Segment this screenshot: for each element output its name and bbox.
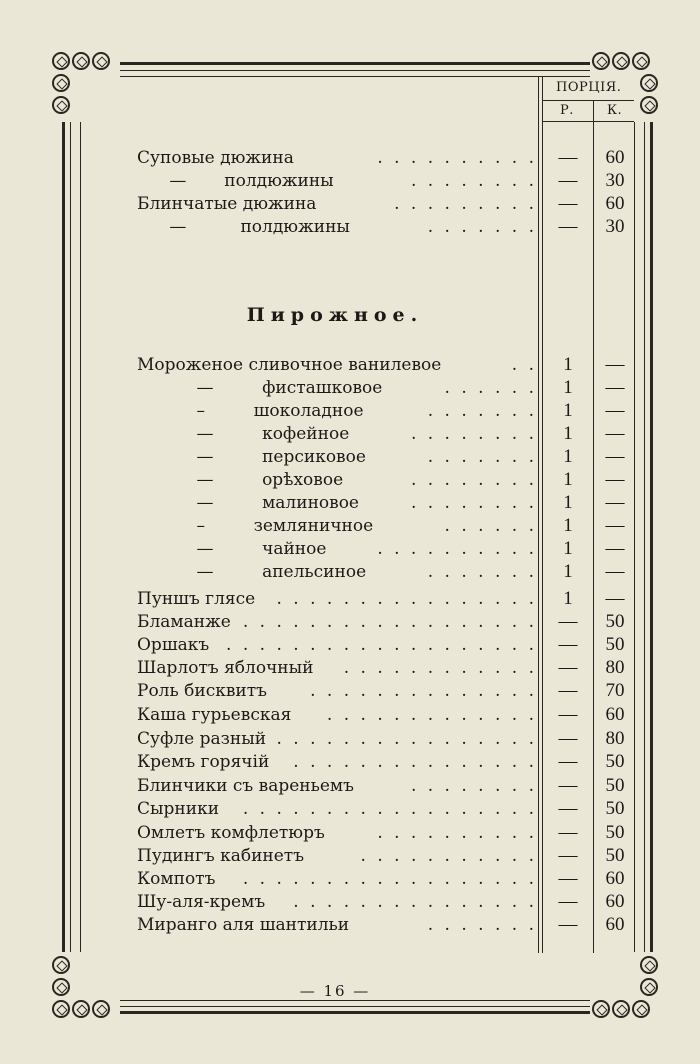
item-kop: — — [605, 446, 625, 467]
leader-dots: . . . . . . . — [427, 401, 537, 421]
list-item — [137, 561, 537, 583]
list-item — [137, 798, 537, 820]
item-kop: — — [605, 423, 625, 444]
item-rub: — — [558, 193, 578, 214]
list-item — [137, 377, 537, 399]
ornament-rosette-icon — [640, 96, 658, 114]
item-kop: 50 — [605, 751, 625, 772]
item-kop: 60 — [605, 147, 625, 168]
item-label: Оршакъ — [137, 635, 210, 655]
item-kop: 50 — [605, 611, 625, 632]
item-label: Сырники — [137, 799, 220, 819]
frame-right-thin — [644, 122, 645, 952]
leader-dots: . . . . . . . . . . . . . — [326, 705, 537, 725]
leader-dots: . . . . . . . . . . — [377, 148, 537, 168]
corner-ornament-bottom-right — [592, 1000, 650, 1018]
price-column-mid-line — [593, 100, 594, 953]
item-rub: 1 — [563, 446, 573, 467]
frame-top-thin — [120, 70, 590, 71]
leader-dots: . . . . . . . . . . . . . . . — [293, 892, 537, 912]
section-title: Пирожное. — [246, 304, 424, 326]
item-label: Кремъ горячiй — [137, 752, 270, 772]
header-underline — [542, 100, 634, 101]
item-label: Компотъ — [137, 869, 216, 889]
item-kop: 70 — [605, 680, 625, 701]
leader-dots: . . . . . . . . . . . . . . . — [293, 752, 537, 772]
inner-frame-top — [120, 76, 590, 77]
leader-dots: . . . . . . . . . . . . . . . . . . — [242, 869, 537, 889]
item-rub: 1 — [563, 561, 573, 582]
leader-dots: . . . . . . . — [427, 447, 537, 467]
item-label: — полдюжины — [137, 217, 350, 237]
item-label: — чайное — [137, 539, 327, 559]
rub-header: Р. — [560, 103, 574, 118]
item-kop: 50 — [605, 775, 625, 796]
item-rub: — — [558, 728, 578, 749]
corner-ornament-top-left — [52, 52, 110, 70]
item-label: Блинчики съ вареньемъ — [137, 776, 354, 796]
item-label: — фисташковое — [137, 378, 383, 398]
item-label: — малиновое — [137, 493, 359, 513]
corner-ornament-top-right — [592, 52, 650, 70]
list-item — [137, 400, 537, 422]
item-rub: 1 — [563, 538, 573, 559]
list-item — [137, 147, 537, 169]
item-label: Блинчатые дюжина — [137, 194, 317, 214]
list-item — [137, 423, 537, 445]
list-item — [137, 193, 537, 215]
frame-right-thick — [650, 122, 653, 952]
item-rub: — — [558, 704, 578, 725]
item-rub: — — [558, 845, 578, 866]
item-rub: — — [558, 680, 578, 701]
frame-bottom-thick — [120, 1011, 590, 1014]
list-item — [137, 914, 537, 936]
item-rub: — — [558, 914, 578, 935]
leader-dots: . . . . . . . . — [410, 776, 537, 796]
item-rub: — — [558, 891, 578, 912]
item-kop: 80 — [605, 657, 625, 678]
item-rub: — — [558, 634, 578, 655]
leader-dots: . . . . . . . . — [410, 171, 537, 191]
item-kop: 60 — [605, 891, 625, 912]
leader-dots: . . . . . . . . . . . — [360, 846, 537, 866]
list-item — [137, 446, 537, 468]
leader-dots: . . . . . . . — [427, 217, 537, 237]
ornament-rosette-icon — [72, 1000, 90, 1018]
list-item — [137, 354, 537, 376]
item-kop: 60 — [605, 868, 625, 889]
header-underline-2 — [542, 121, 634, 122]
leader-dots: . . . . . . . . — [410, 424, 537, 444]
item-rub: 1 — [563, 515, 573, 536]
item-rub: 1 — [563, 354, 573, 375]
item-label: — персиковое — [137, 447, 366, 467]
item-rub: — — [558, 611, 578, 632]
item-rub: — — [558, 147, 578, 168]
leader-dots: . . . . . . . — [427, 562, 537, 582]
list-item — [137, 634, 537, 656]
ornament-rosette-icon — [592, 52, 610, 70]
list-item — [137, 657, 537, 679]
leader-dots: . . . . . . . . . — [394, 194, 537, 214]
list-item — [137, 611, 537, 633]
item-label: Пудингъ кабинетъ — [137, 846, 305, 866]
item-label: — апельсиное — [137, 562, 367, 582]
list-item — [137, 492, 537, 514]
leader-dots: . . . . . . . . — [410, 470, 537, 490]
list-item — [137, 868, 537, 890]
item-rub: 1 — [563, 588, 573, 609]
item-label: Роль бисквитъ — [137, 681, 267, 701]
item-rub: 1 — [563, 423, 573, 444]
item-rub: — — [558, 170, 578, 191]
list-item — [137, 751, 537, 773]
item-label: Миранго аля шантильи — [137, 915, 350, 935]
ornament-rosette-icon — [592, 1000, 610, 1018]
item-kop: — — [605, 377, 625, 398]
item-kop: 50 — [605, 798, 625, 819]
leader-dots: . . . . . . . . . . — [377, 823, 537, 843]
leader-dots: . . . . . . . . . . . . . . . . . . — [242, 612, 537, 632]
item-rub: — — [558, 798, 578, 819]
item-rub: 1 — [563, 400, 573, 421]
item-label: — кофейное — [137, 424, 350, 444]
item-label: Мороженое сливочное ванилевое — [137, 355, 442, 375]
item-kop: — — [605, 400, 625, 421]
frame-left-thin — [70, 122, 71, 952]
item-label: Суфле разный — [137, 729, 267, 749]
item-label: Суповые дюжина — [137, 148, 294, 168]
ornament-rosette-icon — [52, 52, 70, 70]
leader-dots: . . . . . . . . . . . . . . . . — [276, 729, 537, 749]
item-kop: — — [605, 561, 625, 582]
item-rub: — — [558, 822, 578, 843]
item-kop: — — [605, 515, 625, 536]
ornament-rosette-icon — [92, 1000, 110, 1018]
page-number: — 16 — — [299, 982, 371, 1000]
item-kop: — — [605, 538, 625, 559]
item-kop: 50 — [605, 822, 625, 843]
item-kop: 80 — [605, 728, 625, 749]
list-item — [137, 845, 537, 867]
item-label: Омлетъ комфлетюръ — [137, 823, 325, 843]
portion-header: ПОРЦIЯ. — [556, 80, 622, 95]
ornament-rosette-icon — [632, 1000, 650, 1018]
leader-dots: . . . . . . — [444, 516, 537, 536]
list-item — [137, 538, 537, 560]
item-kop: — — [605, 492, 625, 513]
item-kop: 60 — [605, 193, 625, 214]
item-label: Пуншъ глясе — [137, 589, 256, 609]
item-kop: 30 — [605, 170, 625, 191]
item-label: Бламанже — [137, 612, 231, 632]
ornament-rosette-icon — [52, 1000, 70, 1018]
ornament-rosette-icon — [640, 74, 658, 92]
item-label: — орѣховое — [137, 470, 344, 490]
ornament-rosette-icon — [52, 956, 70, 974]
list-item — [137, 891, 537, 913]
list-item — [137, 469, 537, 491]
ornament-rosette-icon — [52, 74, 70, 92]
item-label: Шу-аля-кремъ — [137, 892, 266, 912]
item-rub: 1 — [563, 469, 573, 490]
item-rub: — — [558, 868, 578, 889]
leader-dots: . . . . . . . . — [410, 493, 537, 513]
leader-dots: . . . . . . . . . . . . . . . . . . — [242, 799, 537, 819]
price-column-left-line-2 — [542, 77, 543, 953]
leader-dots: . . . . . . . . . . — [377, 539, 537, 559]
item-rub: — — [558, 657, 578, 678]
ornament-rosette-icon — [612, 52, 630, 70]
ornament-rosette-icon — [92, 52, 110, 70]
list-item — [137, 170, 537, 192]
item-rub: 1 — [563, 377, 573, 398]
item-rub: — — [558, 775, 578, 796]
item-rub: — — [558, 216, 578, 237]
inner-frame-left — [80, 122, 81, 952]
item-rub: — — [558, 751, 578, 772]
leader-dots: . . . . . . . . . . . . . . . . — [276, 589, 537, 609]
leader-dots: . . . . . . . — [427, 915, 537, 935]
frame-left-thick — [62, 122, 65, 952]
inner-frame-right — [634, 122, 635, 952]
item-label: Каша гурьевская — [137, 705, 292, 725]
item-label: – земляничное — [137, 516, 374, 536]
leader-dots: . . . . . . . . . . . . . . . . . . . — [226, 635, 537, 655]
item-kop: — — [605, 588, 625, 609]
item-kop: — — [605, 469, 625, 490]
ornament-rosette-icon — [640, 956, 658, 974]
leader-dots: . . . . . . . . . . . . . . — [310, 681, 537, 701]
item-label: Шарлотъ яблочный — [137, 658, 314, 678]
item-kop: 60 — [605, 704, 625, 725]
list-item — [137, 515, 537, 537]
leader-dots: . . . . . . . . . . . . — [343, 658, 537, 678]
ornament-rosette-icon — [612, 1000, 630, 1018]
item-label: — полдюжины — [137, 171, 334, 191]
item-label: – шоколадное — [137, 401, 364, 421]
ornament-rosette-icon — [52, 96, 70, 114]
item-kop: 30 — [605, 216, 625, 237]
leader-dots: . . . . . . — [444, 378, 537, 398]
item-kop: 60 — [605, 914, 625, 935]
item-rub: 1 — [563, 492, 573, 513]
leader-dots: . . — [511, 355, 537, 375]
list-item — [137, 728, 537, 750]
list-item — [137, 680, 537, 702]
item-kop: 50 — [605, 845, 625, 866]
inner-frame-bottom — [120, 1000, 590, 1001]
list-item — [137, 822, 537, 844]
price-column-left-line-1 — [538, 77, 539, 953]
kop-header: К. — [607, 103, 623, 118]
item-kop: 50 — [605, 634, 625, 655]
frame-top-thick — [120, 62, 590, 65]
ornament-rosette-icon — [632, 52, 650, 70]
corner-ornament-bottom-left — [52, 1000, 110, 1018]
list-item — [137, 704, 537, 726]
frame-bottom-thin — [120, 1006, 590, 1007]
item-kop: — — [605, 354, 625, 375]
list-item — [137, 775, 537, 797]
list-item — [137, 588, 537, 610]
ornament-rosette-icon — [72, 52, 90, 70]
list-item — [137, 216, 537, 238]
